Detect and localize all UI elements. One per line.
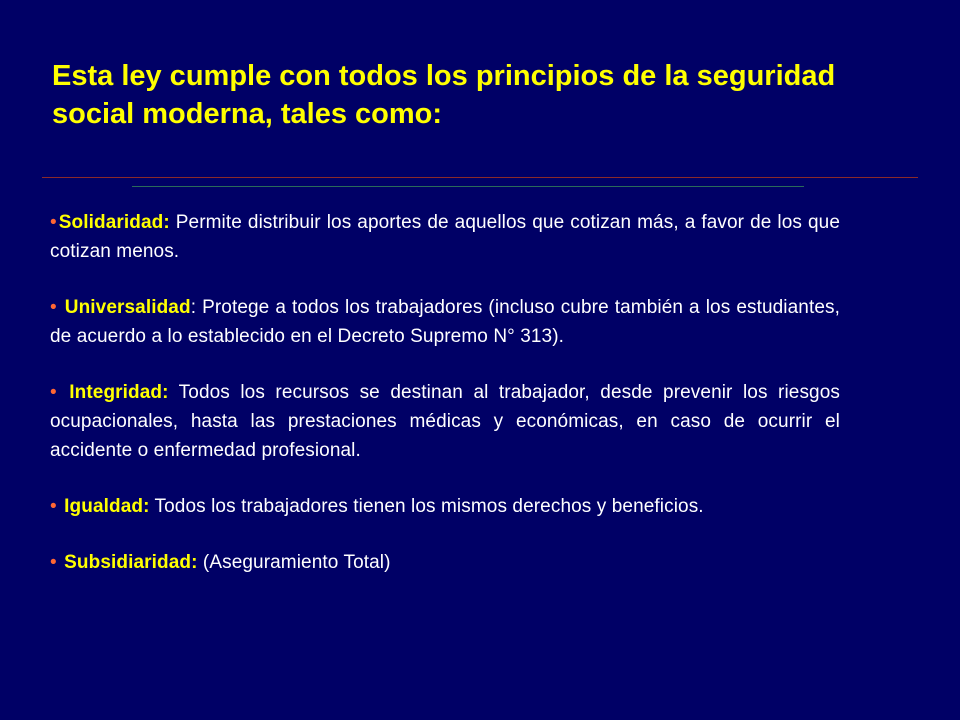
bullet-icon: • [50, 297, 57, 318]
principle-universalidad [50, 293, 840, 351]
principle-term: Universalidad [64, 297, 191, 318]
principle-description: (Aseguramiento Total) [197, 552, 391, 573]
principle-solidaridad [50, 208, 840, 266]
principles-list [50, 208, 840, 604]
divider-bottom [132, 186, 804, 187]
divider-top [42, 177, 918, 178]
principle-description: Todos los trabajadores tienen los mismos derechos y beneficios. [149, 496, 704, 517]
principle-term: Igualdad: [64, 496, 150, 517]
principle-description: Permite distribuir los aportes de aquellos que cotizan más, a favor de los que cotizan menos. [50, 212, 840, 262]
bullet-icon: • [50, 552, 57, 573]
principle-term: Solidaridad: [58, 212, 170, 233]
bullet-icon: • [50, 382, 57, 403]
principle-description: : Protege a todos los trabajadores (incluso cubre también a los estudiantes, de acuerdo a lo establecido en el Decreto Supremo N° 313). [50, 297, 840, 347]
principle-integridad [50, 378, 840, 465]
principle-igualdad [50, 492, 840, 521]
principle-description: Todos los recursos se destinan al trabajador, desde prevenir los riesgos ocupacionales, hasta las prestaciones médicas y económicas, en caso de ocurrir el accidente o enfermedad profesional. [50, 382, 840, 461]
slide-title: Esta ley cumple con todos los principios de la seguridad social moderna, tales como: [52, 60, 836, 130]
bullet-icon: • [50, 212, 57, 233]
bullet-icon: • [50, 496, 57, 517]
principle-subsidiaridad [50, 548, 840, 577]
principle-term: Subsidiaridad: [64, 552, 198, 573]
principle-term: Integridad: [69, 382, 169, 403]
